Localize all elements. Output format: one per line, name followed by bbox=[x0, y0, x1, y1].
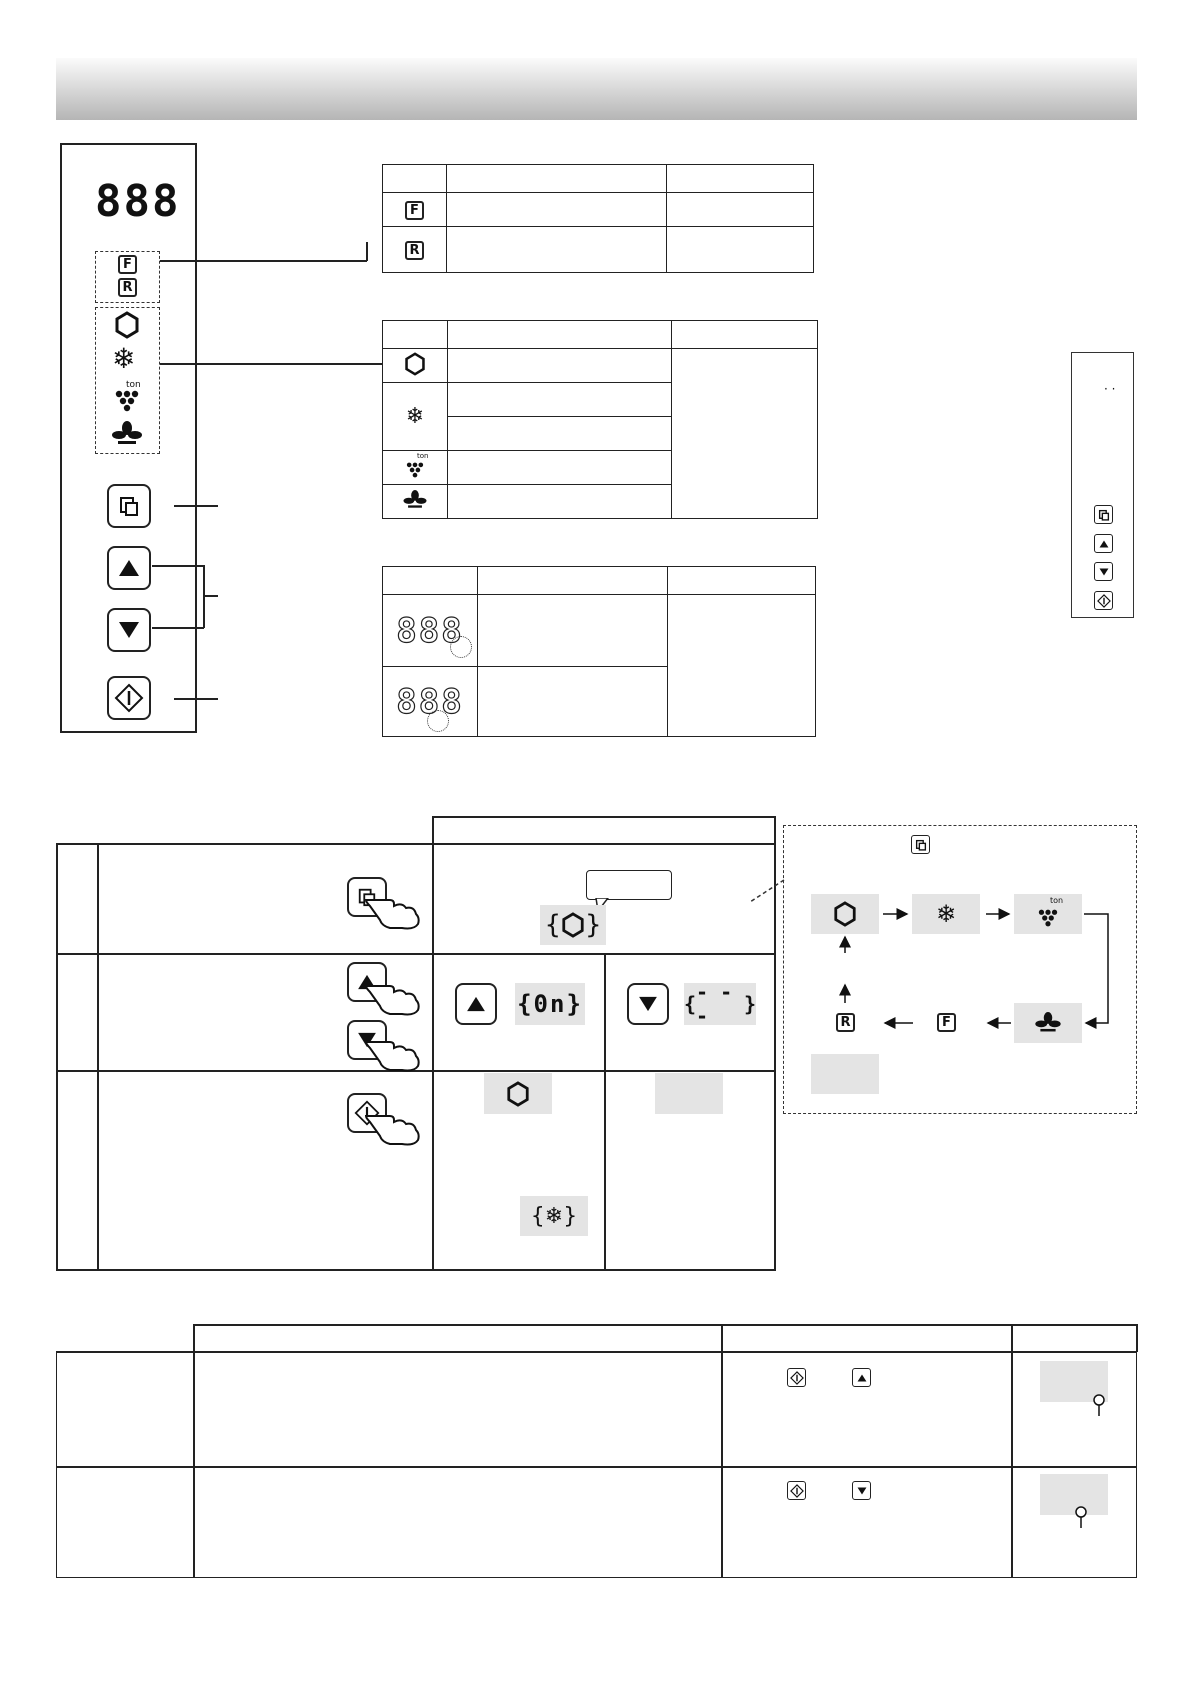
bracket-v bbox=[203, 565, 205, 628]
step2-up-key-display bbox=[455, 983, 497, 1025]
step2-dash-display: { - - - } bbox=[684, 980, 756, 1028]
down-key-icon bbox=[857, 1487, 867, 1495]
on-text: 0n bbox=[533, 990, 567, 1018]
hexagon-icon bbox=[506, 1081, 530, 1107]
bottom-col-1 bbox=[193, 1324, 195, 1578]
bottom-table-header-bottom bbox=[56, 1351, 1137, 1353]
steps-header-top bbox=[432, 816, 776, 818]
steps-header-right bbox=[774, 816, 776, 844]
table-mode bbox=[382, 320, 818, 519]
snowflake-icon: ❄ bbox=[383, 383, 448, 451]
display-segments-2: 888 bbox=[396, 681, 464, 722]
callout-bubble bbox=[586, 870, 672, 900]
bottom-col-2 bbox=[721, 1324, 723, 1578]
enter-key[interactable] bbox=[107, 676, 151, 720]
step3-snow-display: { ❄ } bbox=[520, 1196, 588, 1236]
bottom-row2-enter-key bbox=[787, 1481, 806, 1500]
ton-label: ton bbox=[126, 380, 141, 390]
header-band bbox=[56, 58, 1137, 120]
hand-icon bbox=[362, 1032, 422, 1072]
bottom-col-3 bbox=[1011, 1324, 1013, 1578]
down-key-icon bbox=[1099, 568, 1109, 576]
snowflake-icon: ❄ bbox=[112, 342, 136, 375]
bracket-up bbox=[152, 565, 204, 567]
step3-hex-display bbox=[484, 1073, 552, 1114]
flow-f: F bbox=[937, 1013, 956, 1032]
hand-icon bbox=[362, 1106, 422, 1146]
steps-col-divider bbox=[432, 816, 434, 1271]
side-panel-dots: · · bbox=[1104, 382, 1116, 396]
snowflake-icon: ❄ bbox=[935, 900, 957, 928]
side-down-key[interactable] bbox=[1094, 562, 1113, 581]
table-display bbox=[382, 566, 816, 737]
enter-key-icon bbox=[114, 683, 144, 713]
enter-key-icon bbox=[1097, 594, 1111, 608]
grape-icon bbox=[405, 462, 425, 478]
up-key[interactable] bbox=[107, 546, 151, 590]
up-key-icon bbox=[1099, 540, 1109, 548]
step3-blank-display bbox=[655, 1073, 723, 1114]
leader-line-menu bbox=[174, 505, 218, 507]
menu-key[interactable] bbox=[107, 484, 151, 528]
leader-line-fr bbox=[160, 260, 367, 262]
up-key-icon bbox=[466, 996, 486, 1012]
down-key-icon bbox=[118, 621, 140, 639]
flow-arrows bbox=[783, 825, 1137, 1114]
dot-highlight-2 bbox=[427, 710, 449, 732]
leader-line-enter bbox=[174, 698, 218, 700]
step2-down-key-display bbox=[627, 983, 669, 1025]
up-key-icon bbox=[118, 559, 140, 577]
down-key-icon bbox=[638, 996, 658, 1012]
bottom-table-header-top bbox=[193, 1324, 1137, 1326]
bottom-row1-up-key bbox=[852, 1368, 871, 1387]
side-menu-key[interactable] bbox=[1094, 505, 1113, 524]
hexagon-icon bbox=[561, 912, 585, 938]
f-icon: F bbox=[405, 201, 424, 220]
side-up-key[interactable] bbox=[1094, 534, 1113, 553]
flow-pointer bbox=[748, 878, 786, 908]
enter-key-icon bbox=[790, 1484, 804, 1498]
bottom-row1-enter-key bbox=[787, 1368, 806, 1387]
grape-icon bbox=[114, 390, 140, 412]
steps-row-divider-1 bbox=[56, 953, 776, 955]
bottom-row-divider bbox=[56, 1466, 1137, 1468]
flow-r: R bbox=[836, 1013, 855, 1032]
bottom-table-header-right bbox=[1136, 1324, 1138, 1352]
dot-highlight-1 bbox=[450, 636, 472, 658]
leader-line-mode bbox=[160, 363, 382, 365]
f-indicator: F bbox=[118, 255, 137, 274]
bracket-stub bbox=[203, 595, 218, 597]
snowflake-icon: ❄ bbox=[544, 1203, 564, 1229]
panel-display: 888 bbox=[95, 176, 181, 227]
bottom-row2-down-key bbox=[852, 1481, 871, 1500]
pin-icon bbox=[1074, 1505, 1088, 1529]
display-segments-1: 888 bbox=[396, 610, 464, 651]
leader-line-fr-v bbox=[366, 242, 368, 261]
ton-label: ton bbox=[1050, 896, 1064, 905]
steps-num-divider bbox=[97, 843, 99, 1271]
pin-icon bbox=[1092, 1393, 1106, 1417]
bottom-table bbox=[56, 1351, 1137, 1578]
r-indicator: R bbox=[118, 278, 137, 297]
dash-text: - - - bbox=[696, 980, 733, 1028]
side-enter-key[interactable] bbox=[1094, 591, 1113, 610]
enter-key-icon bbox=[790, 1371, 804, 1385]
down-key[interactable] bbox=[107, 608, 151, 652]
hexagon-icon bbox=[404, 352, 426, 376]
hand-icon bbox=[362, 976, 422, 1016]
ton-label: ton bbox=[417, 452, 429, 460]
step1-display-hex: { } bbox=[540, 905, 606, 945]
up-key-icon bbox=[857, 1374, 867, 1382]
steps-sub-divider bbox=[604, 953, 606, 1271]
table-fr bbox=[382, 164, 814, 273]
sprout-icon bbox=[403, 490, 427, 510]
menu-key-icon bbox=[1098, 509, 1110, 521]
hexagon-icon bbox=[114, 311, 140, 339]
step2-on-display: { 0n } bbox=[515, 983, 585, 1025]
hand-icon bbox=[362, 890, 422, 930]
bracket-down bbox=[152, 627, 204, 629]
r-icon: R bbox=[405, 241, 424, 260]
menu-key-icon bbox=[118, 495, 140, 517]
sprout-icon bbox=[112, 421, 142, 447]
